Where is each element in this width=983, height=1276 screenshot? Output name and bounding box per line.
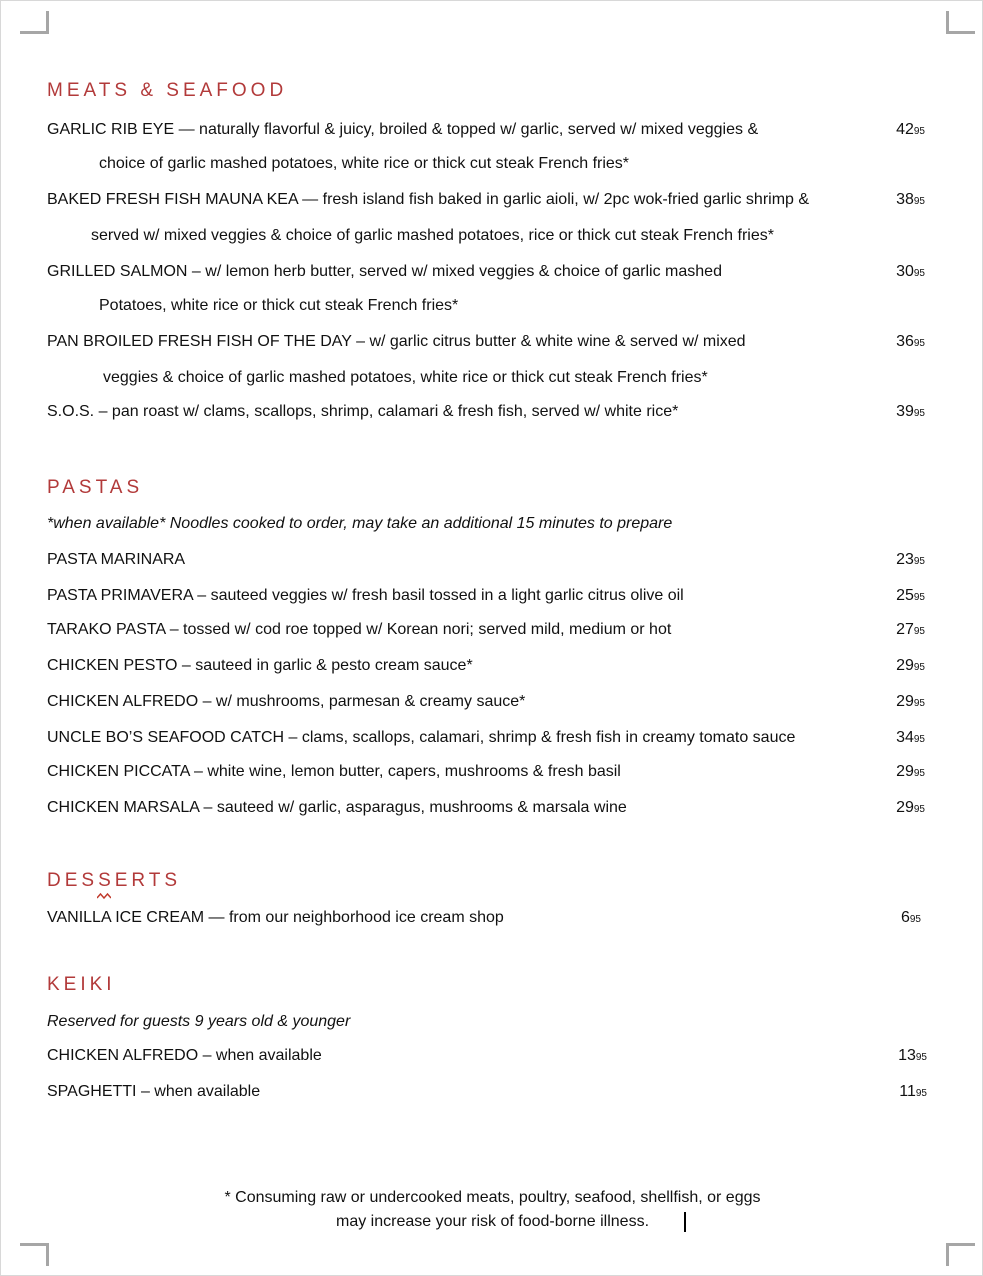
menu-item-name[interactable]: CHICKEN MARSALA – sauteed w/ garlic, asparagus, mushrooms & marsala wine bbox=[47, 799, 627, 816]
page-corner-mark-top-left bbox=[20, 11, 49, 34]
menu-item-description[interactable]: choice of garlic mashed potatoes, white rice or thick cut steak French fries* bbox=[99, 155, 630, 172]
menu-item-price: 3895 bbox=[896, 191, 925, 208]
text-cursor[interactable] bbox=[684, 1212, 686, 1232]
section-title-meats: MEATS & SEAFOOD bbox=[47, 80, 288, 101]
menu-item-price: 1195 bbox=[899, 1083, 927, 1100]
section-title-pastas: PASTAS bbox=[47, 477, 144, 498]
section-note: *when available* Noodles cooked to order, may take an additional 15 minutes to prepare bbox=[47, 515, 673, 532]
menu-item-name[interactable]: VANILLA ICE CREAM — from our neighborhood ice cream shop bbox=[47, 909, 504, 926]
menu-item-name[interactable]: TARAKO PASTA – tossed w/ cod roe topped w/ Korean nori; served mild, medium or hot bbox=[47, 621, 672, 638]
page-corner-mark-bottom-right bbox=[946, 1243, 975, 1266]
menu-item-price: 2995 bbox=[896, 763, 925, 780]
menu-item-name[interactable]: GARLIC RIB EYE — naturally flavorful & juicy, broiled & topped w/ garlic, served w/ mixed veggies & bbox=[47, 121, 759, 138]
menu-item-name[interactable]: BAKED FRESH FISH MAUNA KEA — fresh island fish baked in garlic aioli, w/ 2pc wok-fried garlic shrimp & bbox=[47, 191, 810, 208]
menu-item-price: 3995 bbox=[896, 403, 925, 420]
menu-item-price: 2995 bbox=[896, 657, 925, 674]
menu-item-price: 4295 bbox=[896, 121, 925, 138]
menu-item-name[interactable]: PASTA PRIMAVERA – sauteed veggies w/ fresh basil tossed in a light garlic citrus olive oil bbox=[47, 587, 684, 604]
menu-item-name[interactable]: CHICKEN PICCATA – white wine, lemon butter, capers, mushrooms & fresh basil bbox=[47, 763, 621, 780]
menu-item-name[interactable]: CHICKEN ALFREDO – w/ mushrooms, parmesan & creamy sauce* bbox=[47, 693, 526, 710]
menu-item-name[interactable]: CHICKEN PESTO – sauteed in garlic & pesto cream sauce* bbox=[47, 657, 473, 674]
menu-item-name[interactable]: UNCLE BO’S SEAFOOD CATCH – clams, scallops, calamari, shrimp & fresh fish in creamy tomato sauce bbox=[47, 729, 796, 746]
menu-item-price: 2395 bbox=[896, 551, 925, 568]
menu-item-name[interactable]: PASTA MARINARA bbox=[47, 551, 186, 568]
menu-item-description[interactable]: served w/ mixed veggies & choice of garlic mashed potatoes, rice or thick cut steak French fries* bbox=[91, 227, 774, 244]
menu-item-price: 3695 bbox=[896, 333, 925, 350]
page-corner-mark-bottom-left bbox=[20, 1243, 49, 1266]
menu-item-price: 3095 bbox=[896, 263, 925, 280]
menu-item-price: 2995 bbox=[896, 693, 925, 710]
menu-item-price: 2595 bbox=[896, 587, 925, 604]
section-title-keiki: KEIKI bbox=[47, 974, 116, 995]
footer-disclaimer-line-1: * Consuming raw or undercooked meats, poultry, seafood, shellfish, or eggs bbox=[224, 1189, 761, 1206]
menu-item-price: 2995 bbox=[896, 799, 925, 816]
menu-item-price: 3495 bbox=[896, 729, 925, 746]
menu-item-description[interactable]: Potatoes, white rice or thick cut steak French fries* bbox=[99, 297, 459, 314]
menu-item-name[interactable]: GRILLED SALMON – w/ lemon herb butter, served w/ mixed veggies & choice of garlic mashed bbox=[47, 263, 722, 280]
menu-item-name[interactable]: PAN BROILED FRESH FISH OF THE DAY – w/ garlic citrus butter & white wine & served w/ mixed bbox=[47, 333, 746, 350]
section-note: Reserved for guests 9 years old & younger bbox=[47, 1013, 351, 1030]
menu-item-name[interactable]: S.O.S. – pan roast w/ clams, scallops, shrimp, calamari & fresh fish, served w/ white rice* bbox=[47, 403, 679, 420]
menu-item-name[interactable]: CHICKEN ALFREDO – when available bbox=[47, 1047, 322, 1064]
menu-item-description[interactable]: veggies & choice of garlic mashed potatoes, white rice or thick cut steak French fries* bbox=[103, 369, 708, 386]
menu-item-price: 1395 bbox=[898, 1047, 927, 1064]
menu-item-price: 2795 bbox=[896, 621, 925, 638]
menu-item-name[interactable]: SPAGHETTI – when available bbox=[47, 1083, 261, 1100]
spellcheck-squiggle-icon bbox=[97, 892, 111, 900]
menu-item-price: 695 bbox=[900, 909, 921, 926]
section-title-desserts: DESSERTS bbox=[47, 870, 182, 891]
page-corner-mark-top-right bbox=[946, 11, 975, 34]
footer-disclaimer-line-2: may increase your risk of food-borne illness. bbox=[335, 1213, 650, 1230]
